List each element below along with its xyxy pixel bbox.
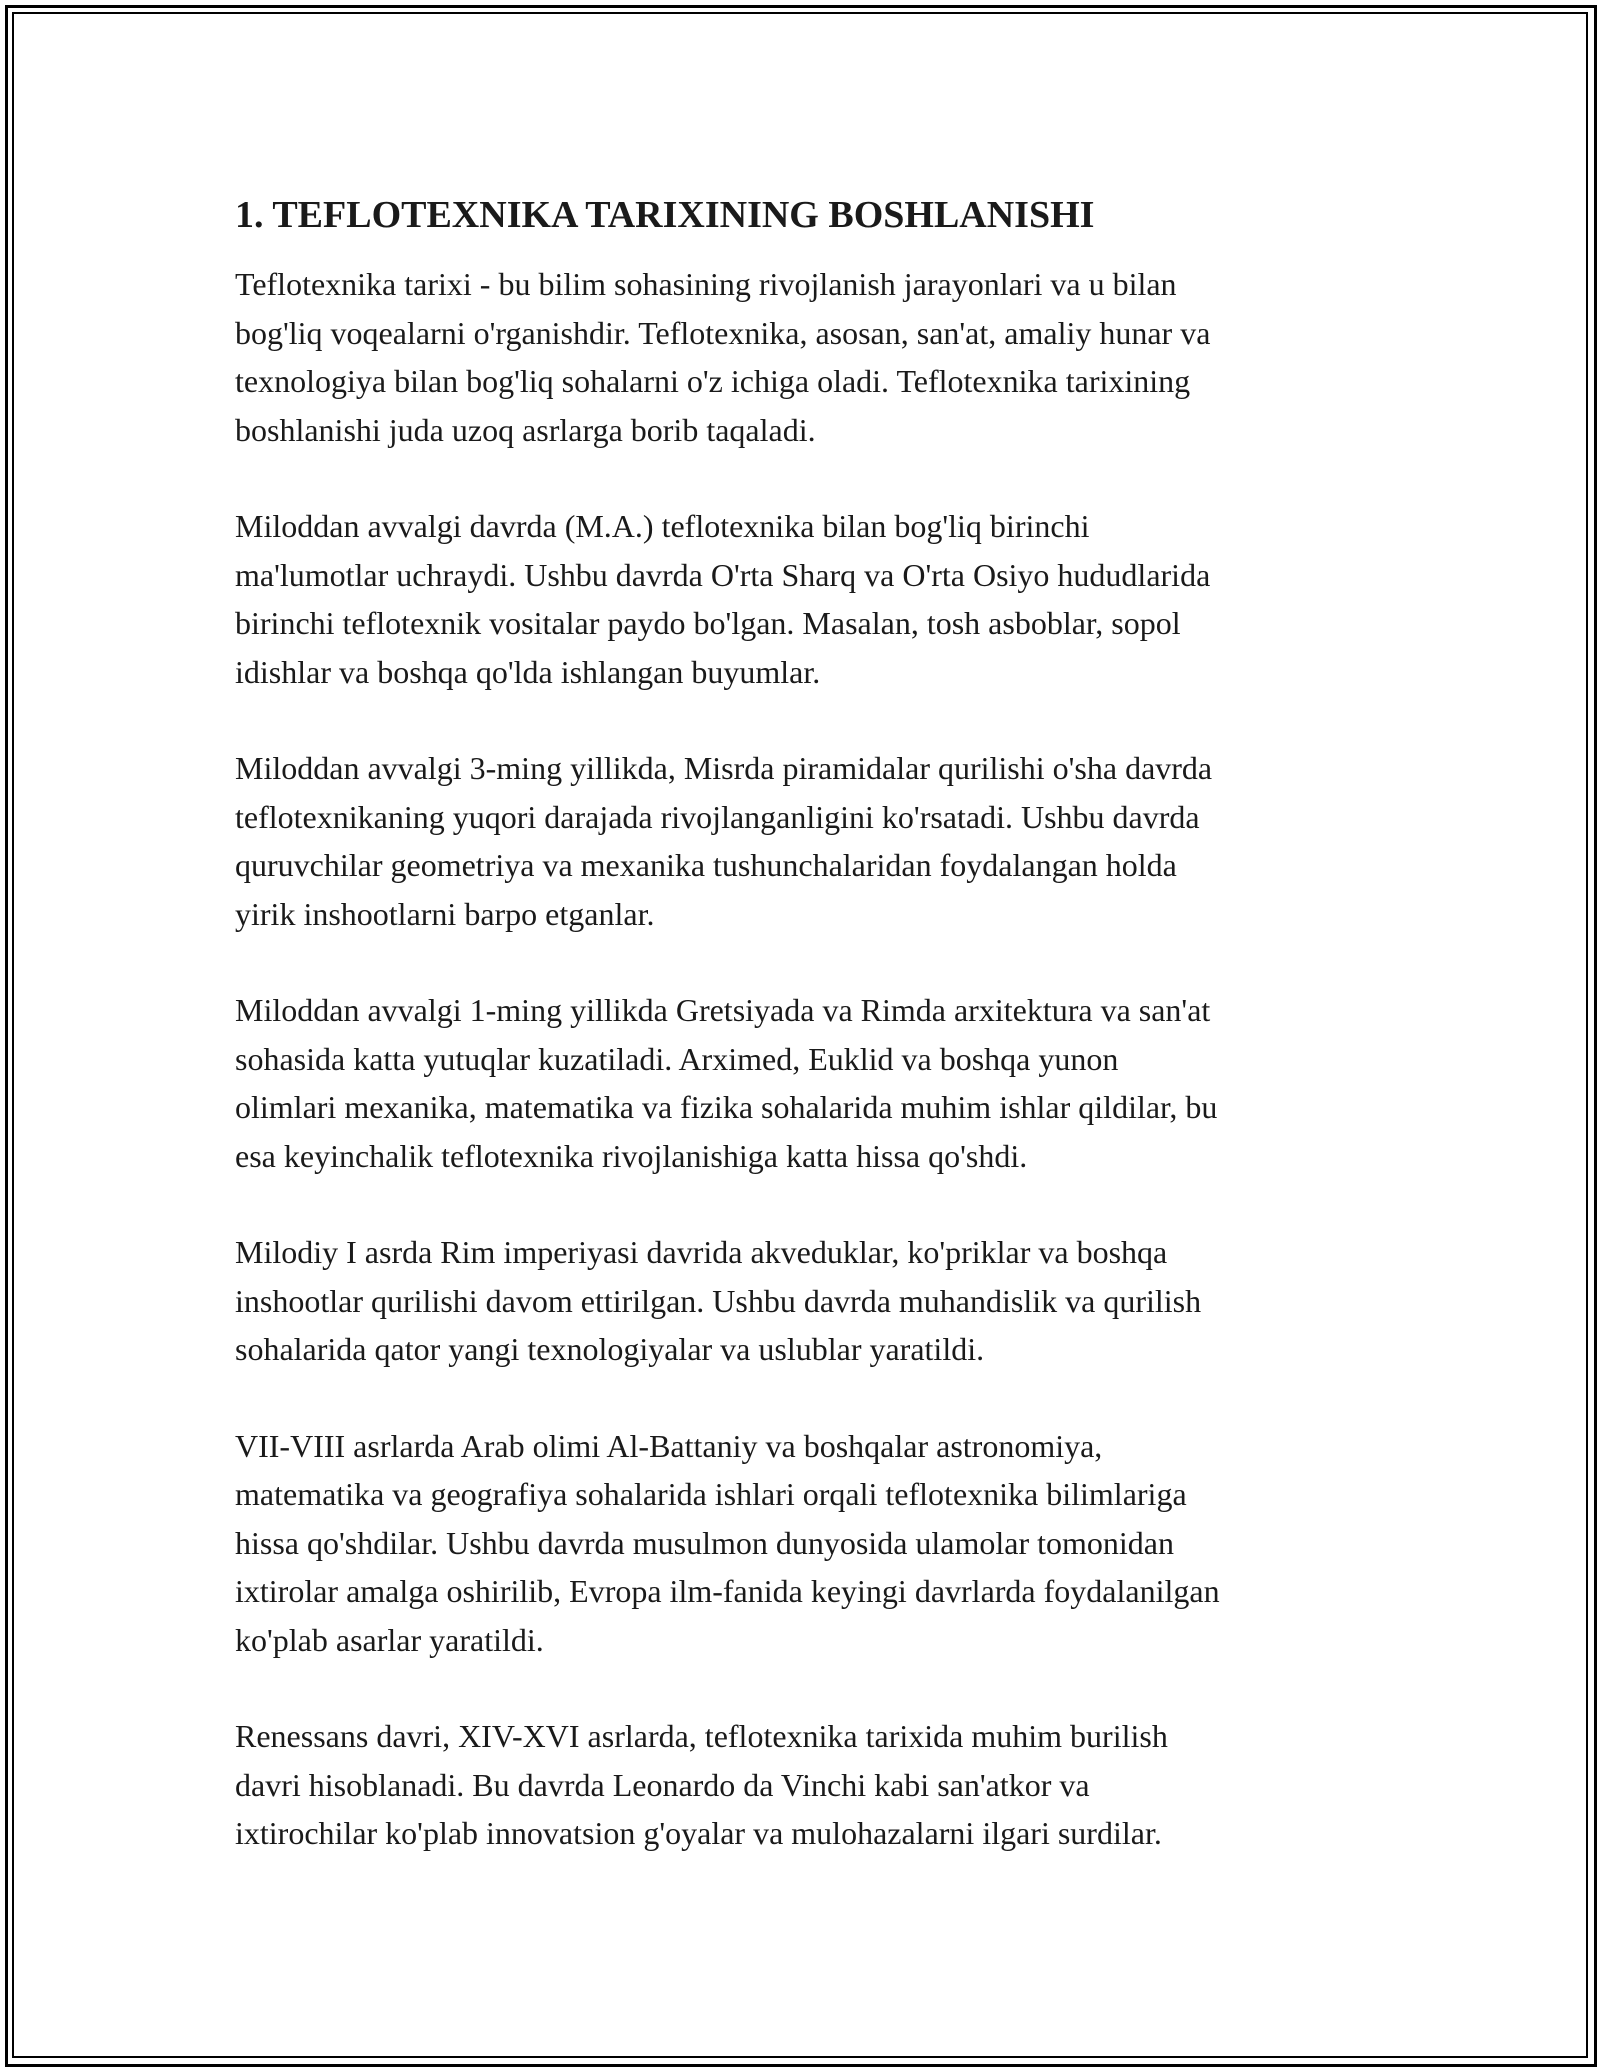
paragraph-4: [235, 986, 1385, 1180]
paragraph-line: teflotexnikaning yuqori darajada rivojlanganligini ko'rsatadi. Ushbu davrda: [235, 798, 1200, 835]
paragraph-line: olimlari mexanika, matematika va fizika sohalarida muhim ishlar qildilar, bu: [235, 1089, 1218, 1125]
paragraph-line: ixtirochilar ko'plab innovatsion g'oyalar va mulohazalarni ilgari surdilar.: [235, 1815, 1162, 1851]
paragraph-3: [235, 744, 1385, 938]
paragraph-line: ixtirolar amalga oshirilib, Evropa ilm-fanida keyingi davrlarda foydalanilgan: [235, 1573, 1220, 1609]
paragraph-7: [235, 1712, 1385, 1858]
paragraph-line: sohasida katta yutuqlar kuzatiladi. Arximed, Euklid va boshqa yunon: [235, 1040, 1119, 1077]
paragraph-line: ko'plab asarlar yaratildi.: [235, 1621, 544, 1658]
paragraph-line: bog'liq voqealarni o'rganishdir. Teflotexnika, asosan, san'at, amaliy hunar va: [235, 314, 1211, 351]
paragraph-line: texnologiya bilan bog'liq sohalarni o'z ichiga oladi. Teflotexnika tarixining: [235, 363, 1191, 399]
section-heading: 1. TEFLOTEXNIKA TARIXINING BOSHLANISHI: [235, 194, 1095, 236]
paragraph-line: sohalarida qator yangi texnologiyalar va uslublar yaratildi.: [235, 1331, 985, 1367]
paragraph-6: [235, 1422, 1385, 1665]
paragraph-line: ma'lumotlar uchraydi. Ushbu davrda O'rta Sharq va O'rta Osiyo hududlarida: [235, 556, 1211, 593]
paragraph-line: hissa qo'shdilar. Ushbu davrda musulmon dunyosida ulamolar tomonidan: [235, 1524, 1174, 1561]
paragraph-line: Miloddan avvalgi 1-ming yillikda Gretsiyada va Rimda arxitektura va san'at: [235, 992, 1211, 1028]
paragraph-line: Teflotexnika tarixi - bu bilim sohasining rivojlanish jarayonlari va u bilan: [235, 266, 1177, 302]
paragraph-line: Milodiy I asrda Rim imperiyasi davrida akveduklar, ko'priklar va boshqa: [235, 1234, 1168, 1270]
paragraph-line: VII-VIII asrlarda Arab olimi Al-Battaniy va boshqalar astronomiya,: [235, 1427, 1103, 1464]
paragraph-line: Renessans davri, XIV-XVI asrlarda, teflotexnika tarixida muhim burilish: [235, 1718, 1168, 1754]
paragraph-line: davri hisoblanadi. Bu davrda Leonardo da Vinchi kabi san'atkor va: [235, 1766, 1090, 1803]
paragraph-line: Miloddan avvalgi davrda (M.A.) teflotexnika bilan bog'liq birinchi: [235, 508, 1090, 544]
paragraph-line: esa keyinchalik teflotexnika rivojlanishiga katta hissa qo'shdi.: [235, 1137, 1028, 1174]
paragraph-line: boshlanishi juda uzoq asrlarga borib taqaladi.: [235, 411, 816, 448]
paragraph-5: [235, 1228, 1385, 1374]
paragraph-line: matematika va geografiya sohalarida ishlari orqali teflotexnika bilimlariga: [235, 1476, 1187, 1512]
paragraph-line: Miloddan avvalgi 3-ming yillikda, Misrda piramidalar qurilishi o'sha davrda: [235, 750, 1213, 786]
paragraph-line: quruvchilar geometriya va mexanika tushunchalaridan foydalangan holda: [235, 847, 1177, 883]
paragraph-line: birinchi teflotexnik vositalar paydo bo'lgan. Masalan, tosh asboblar, sopol: [235, 605, 1181, 641]
paragraph-line: idishlar va boshqa qo'lda ishlangan buyumlar.: [235, 653, 821, 690]
paragraph-line: inshootlar qurilishi davom ettirilgan. Ushbu davrda muhandislik va qurilish: [235, 1282, 1202, 1319]
paragraph-line: yirik inshootlarni barpo etganlar.: [235, 895, 655, 932]
paragraph-1: [235, 260, 1385, 454]
document-content: [235, 190, 1385, 1906]
paragraph-2: [235, 502, 1385, 696]
